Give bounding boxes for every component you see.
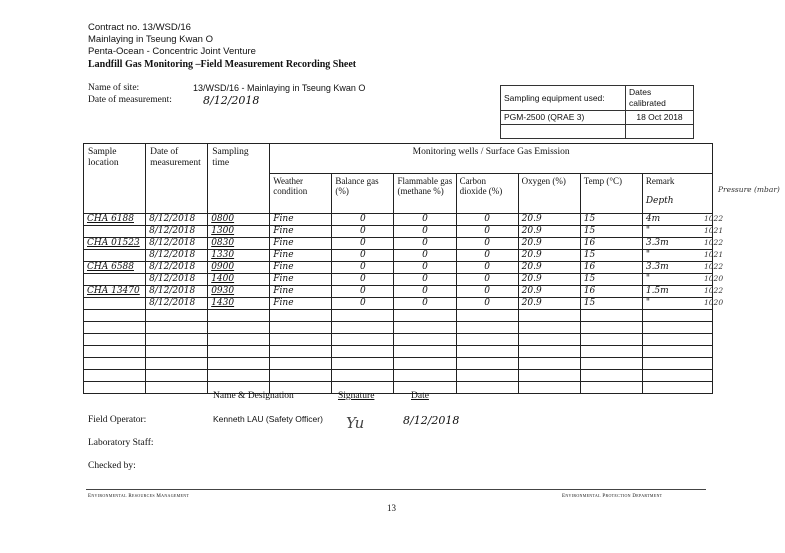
field-operator-signature: Yu [346, 414, 365, 432]
cell-flammable-gas [394, 310, 456, 322]
cell-temp [580, 382, 642, 394]
cell-flammable-gas: 0 [394, 298, 456, 310]
cell-date: 8/12/2018 [146, 274, 208, 286]
equipment-value: PGM-2500 (QRAE 3) [501, 111, 626, 125]
cell-temp: 16 [580, 262, 642, 274]
table-row [84, 310, 713, 322]
cell-oxygen [518, 334, 580, 346]
cell-temp [580, 322, 642, 334]
cell-flammable-gas [394, 358, 456, 370]
cell-balance-gas [332, 370, 394, 382]
cell-date: 8/12/2018 [146, 250, 208, 262]
lab-staff-label: Laboratory Staff: [88, 438, 154, 448]
cell-remark: 3.3m [642, 238, 712, 250]
cell-temp: 15 [580, 250, 642, 262]
calibration-empty-cell [626, 125, 694, 139]
pressure-value: 1021 [704, 226, 724, 235]
remark-label: Remark [645, 176, 675, 186]
cell-weather: Fine [270, 286, 332, 298]
cell-flammable-gas [394, 334, 456, 346]
cell-flammable-gas: 0 [394, 262, 456, 274]
cell-weather [270, 370, 332, 382]
cell-remark: 4m [642, 214, 712, 226]
table-row [84, 382, 713, 394]
cell-balance-gas [332, 346, 394, 358]
cell-oxygen: 20.9 [518, 274, 580, 286]
cell-weather: Fine [270, 298, 332, 310]
cell-time [208, 310, 270, 322]
cell-remark: " [642, 226, 712, 238]
cell-weather [270, 346, 332, 358]
cell-oxygen: 20.9 [518, 286, 580, 298]
cell-location [84, 298, 146, 310]
cell-location [84, 346, 146, 358]
cell-balance-gas: 0 [332, 274, 394, 286]
cell-remark: 3.3m [642, 262, 712, 274]
cell-time: 0930 [208, 286, 270, 298]
cell-carbon-dioxide: 0 [456, 214, 518, 226]
cell-remark [642, 358, 712, 370]
cell-remark [642, 382, 712, 394]
cell-oxygen: 20.9 [518, 298, 580, 310]
cell-oxygen [518, 346, 580, 358]
cell-temp: 15 [580, 298, 642, 310]
cell-temp: 15 [580, 226, 642, 238]
header-temp: Temp (°C) [580, 174, 642, 214]
cell-remark: " [642, 274, 712, 286]
field-operator-name: Kenneth LAU (Safety Officer) [213, 414, 323, 424]
cell-flammable-gas: 0 [394, 250, 456, 262]
cell-date: 8/12/2018 [146, 286, 208, 298]
pressure-value: 1022 [704, 286, 724, 295]
footer-right: Environmental Protection Department [562, 494, 663, 499]
pressure-value: 1020 [704, 274, 724, 283]
cell-temp: 16 [580, 238, 642, 250]
cell-flammable-gas [394, 322, 456, 334]
cell-balance-gas: 0 [332, 262, 394, 274]
cell-flammable-gas: 0 [394, 226, 456, 238]
cell-balance-gas [332, 334, 394, 346]
equipment-table [500, 85, 694, 139]
pressure-value: 1022 [704, 214, 724, 223]
cell-carbon-dioxide [456, 370, 518, 382]
cell-time: 1430 [208, 298, 270, 310]
cell-weather [270, 322, 332, 334]
cell-oxygen: 20.9 [518, 262, 580, 274]
table-row [84, 334, 713, 346]
cell-balance-gas: 0 [332, 250, 394, 262]
footer-divider [86, 489, 706, 490]
cell-date [146, 322, 208, 334]
cell-remark [642, 346, 712, 358]
signoff-signature-header: Signature [338, 391, 375, 401]
cell-balance-gas: 0 [332, 286, 394, 298]
measurement-date-value: 8/12/2018 [203, 94, 260, 107]
cell-balance-gas: 0 [332, 226, 394, 238]
cell-carbon-dioxide: 0 [456, 226, 518, 238]
cell-carbon-dioxide: 0 [456, 238, 518, 250]
cell-weather: Fine [270, 262, 332, 274]
cell-date: 8/12/2018 [146, 262, 208, 274]
table-row [84, 274, 713, 286]
table-row [84, 358, 713, 370]
header-date: Date of measurement [146, 144, 208, 214]
header-flammable-gas: Flammable gas (methane %) [394, 174, 456, 214]
cell-date: 8/12/2018 [146, 298, 208, 310]
cell-temp [580, 334, 642, 346]
cell-temp [580, 358, 642, 370]
cell-carbon-dioxide [456, 322, 518, 334]
field-operator-label: Field Operator: [88, 415, 147, 425]
cell-balance-gas [332, 358, 394, 370]
cell-temp [580, 370, 642, 382]
table-row [84, 250, 713, 262]
cell-remark: " [642, 250, 712, 262]
cell-remark: " [642, 298, 712, 310]
cell-oxygen: 20.9 [518, 250, 580, 262]
pressure-value: 1020 [704, 298, 724, 307]
cell-oxygen [518, 358, 580, 370]
cell-location: CHA 13470 [84, 286, 146, 298]
table-row [84, 370, 713, 382]
cell-remark [642, 310, 712, 322]
cell-location [84, 226, 146, 238]
site-name-label: Name of site: [88, 83, 140, 93]
cell-temp [580, 346, 642, 358]
checked-by-label: Checked by: [88, 461, 136, 471]
cell-location [84, 358, 146, 370]
header-weather: Weather condition [270, 174, 332, 214]
cell-location: CHA 01523 [84, 238, 146, 250]
cell-date [146, 382, 208, 394]
cell-remark: 1.5m [642, 286, 712, 298]
cell-balance-gas: 0 [332, 238, 394, 250]
cell-flammable-gas [394, 370, 456, 382]
cell-location [84, 322, 146, 334]
cell-time [208, 370, 270, 382]
cell-temp: 15 [580, 274, 642, 286]
pressure-value: 1022 [704, 262, 724, 271]
cell-time: 1330 [208, 250, 270, 262]
equipment-header: Sampling equipment used: [501, 86, 626, 111]
pressure-label: Pressure (mbar) [718, 185, 780, 194]
calibration-value: 18 Oct 2018 [626, 111, 694, 125]
cell-time: 0800 [208, 214, 270, 226]
cell-oxygen [518, 382, 580, 394]
header-oxygen: Oxygen (%) [518, 174, 580, 214]
equipment-empty-cell [501, 125, 626, 139]
measurement-date-label: Date of measurement: [88, 95, 172, 105]
cell-remark [642, 370, 712, 382]
cell-time: 1300 [208, 226, 270, 238]
page-number: 13 [387, 503, 396, 513]
cell-location: CHA 6588 [84, 262, 146, 274]
cell-date: 8/12/2018 [146, 226, 208, 238]
cell-weather: Fine [270, 250, 332, 262]
cell-oxygen: 20.9 [518, 238, 580, 250]
header-time: Sampling time [208, 144, 270, 214]
cell-weather [270, 334, 332, 346]
cell-date [146, 358, 208, 370]
cell-time [208, 346, 270, 358]
cell-flammable-gas: 0 [394, 238, 456, 250]
cell-time: 0830 [208, 238, 270, 250]
cell-carbon-dioxide [456, 346, 518, 358]
cell-carbon-dioxide [456, 358, 518, 370]
cell-date [146, 370, 208, 382]
cell-carbon-dioxide: 0 [456, 286, 518, 298]
table-row [84, 214, 713, 226]
header-remark [642, 174, 712, 214]
cell-oxygen [518, 370, 580, 382]
cell-location [84, 310, 146, 322]
site-name-value: 13/WSD/16 - Mainlaying in Tseung Kwan O [193, 83, 366, 93]
cell-location [84, 370, 146, 382]
cell-balance-gas: 0 [332, 214, 394, 226]
cell-carbon-dioxide: 0 [456, 274, 518, 286]
cell-flammable-gas: 0 [394, 286, 456, 298]
cell-oxygen: 20.9 [518, 214, 580, 226]
footer-left: Environmental Resources Management [88, 494, 190, 499]
cell-balance-gas [332, 310, 394, 322]
cell-date [146, 310, 208, 322]
cell-flammable-gas [394, 346, 456, 358]
cell-carbon-dioxide [456, 382, 518, 394]
cell-weather: Fine [270, 238, 332, 250]
table-row [84, 238, 713, 250]
table-row [84, 286, 713, 298]
monitoring-table [83, 143, 713, 394]
project-name: Mainlaying in Tseung Kwan O [88, 34, 213, 45]
cell-carbon-dioxide [456, 334, 518, 346]
cell-temp: 16 [580, 286, 642, 298]
table-row [84, 322, 713, 334]
cell-time [208, 334, 270, 346]
header-carbon-dioxide: Carbon dioxide (%) [456, 174, 518, 214]
cell-date: 8/12/2018 [146, 214, 208, 226]
cell-weather: Fine [270, 274, 332, 286]
contractor-name: Penta-Ocean - Concentric Joint Venture [88, 46, 256, 57]
cell-time [208, 322, 270, 334]
cell-time: 0900 [208, 262, 270, 274]
cell-oxygen [518, 322, 580, 334]
signoff-name-header: Name & Designation [213, 391, 294, 401]
cell-weather: Fine [270, 214, 332, 226]
contract-number: Contract no. 13/WSD/16 [88, 22, 191, 33]
table-row [84, 298, 713, 310]
cell-balance-gas: 0 [332, 298, 394, 310]
cell-weather [270, 358, 332, 370]
cell-date: 8/12/2018 [146, 238, 208, 250]
cell-weather [270, 310, 332, 322]
cell-carbon-dioxide [456, 310, 518, 322]
table-row [84, 226, 713, 238]
cell-balance-gas [332, 322, 394, 334]
header-monitoring-group: Monitoring wells / Surface Gas Emission [270, 144, 713, 174]
field-operator-date: 8/12/2018 [403, 414, 460, 427]
cell-flammable-gas: 0 [394, 214, 456, 226]
cell-weather: Fine [270, 226, 332, 238]
cell-location [84, 274, 146, 286]
cell-oxygen: 20.9 [518, 226, 580, 238]
table-row [84, 346, 713, 358]
pressure-value: 1022 [704, 238, 724, 247]
cell-carbon-dioxide: 0 [456, 250, 518, 262]
calibration-header: Dates calibrated [626, 86, 694, 111]
cell-remark [642, 322, 712, 334]
sheet-title: Landfill Gas Monitoring –Field Measurement Recording Sheet [88, 59, 357, 70]
cell-flammable-gas: 0 [394, 274, 456, 286]
signoff-date-header: Date [411, 391, 429, 401]
cell-temp: 15 [580, 214, 642, 226]
cell-time: 1400 [208, 274, 270, 286]
header-balance-gas: Balance gas (%) [332, 174, 394, 214]
cell-location [84, 382, 146, 394]
cell-carbon-dioxide: 0 [456, 262, 518, 274]
cell-location [84, 334, 146, 346]
cell-carbon-dioxide: 0 [456, 298, 518, 310]
cell-location: CHA 6188 [84, 214, 146, 226]
cell-location [84, 250, 146, 262]
cell-date [146, 334, 208, 346]
cell-temp [580, 310, 642, 322]
header-sample-location: Sample location [84, 144, 146, 214]
cell-date [146, 346, 208, 358]
cell-remark [642, 334, 712, 346]
table-row [84, 262, 713, 274]
cell-oxygen [518, 310, 580, 322]
remark-depth-note: Depth [645, 196, 674, 206]
pressure-value: 1021 [704, 250, 724, 259]
cell-time [208, 358, 270, 370]
